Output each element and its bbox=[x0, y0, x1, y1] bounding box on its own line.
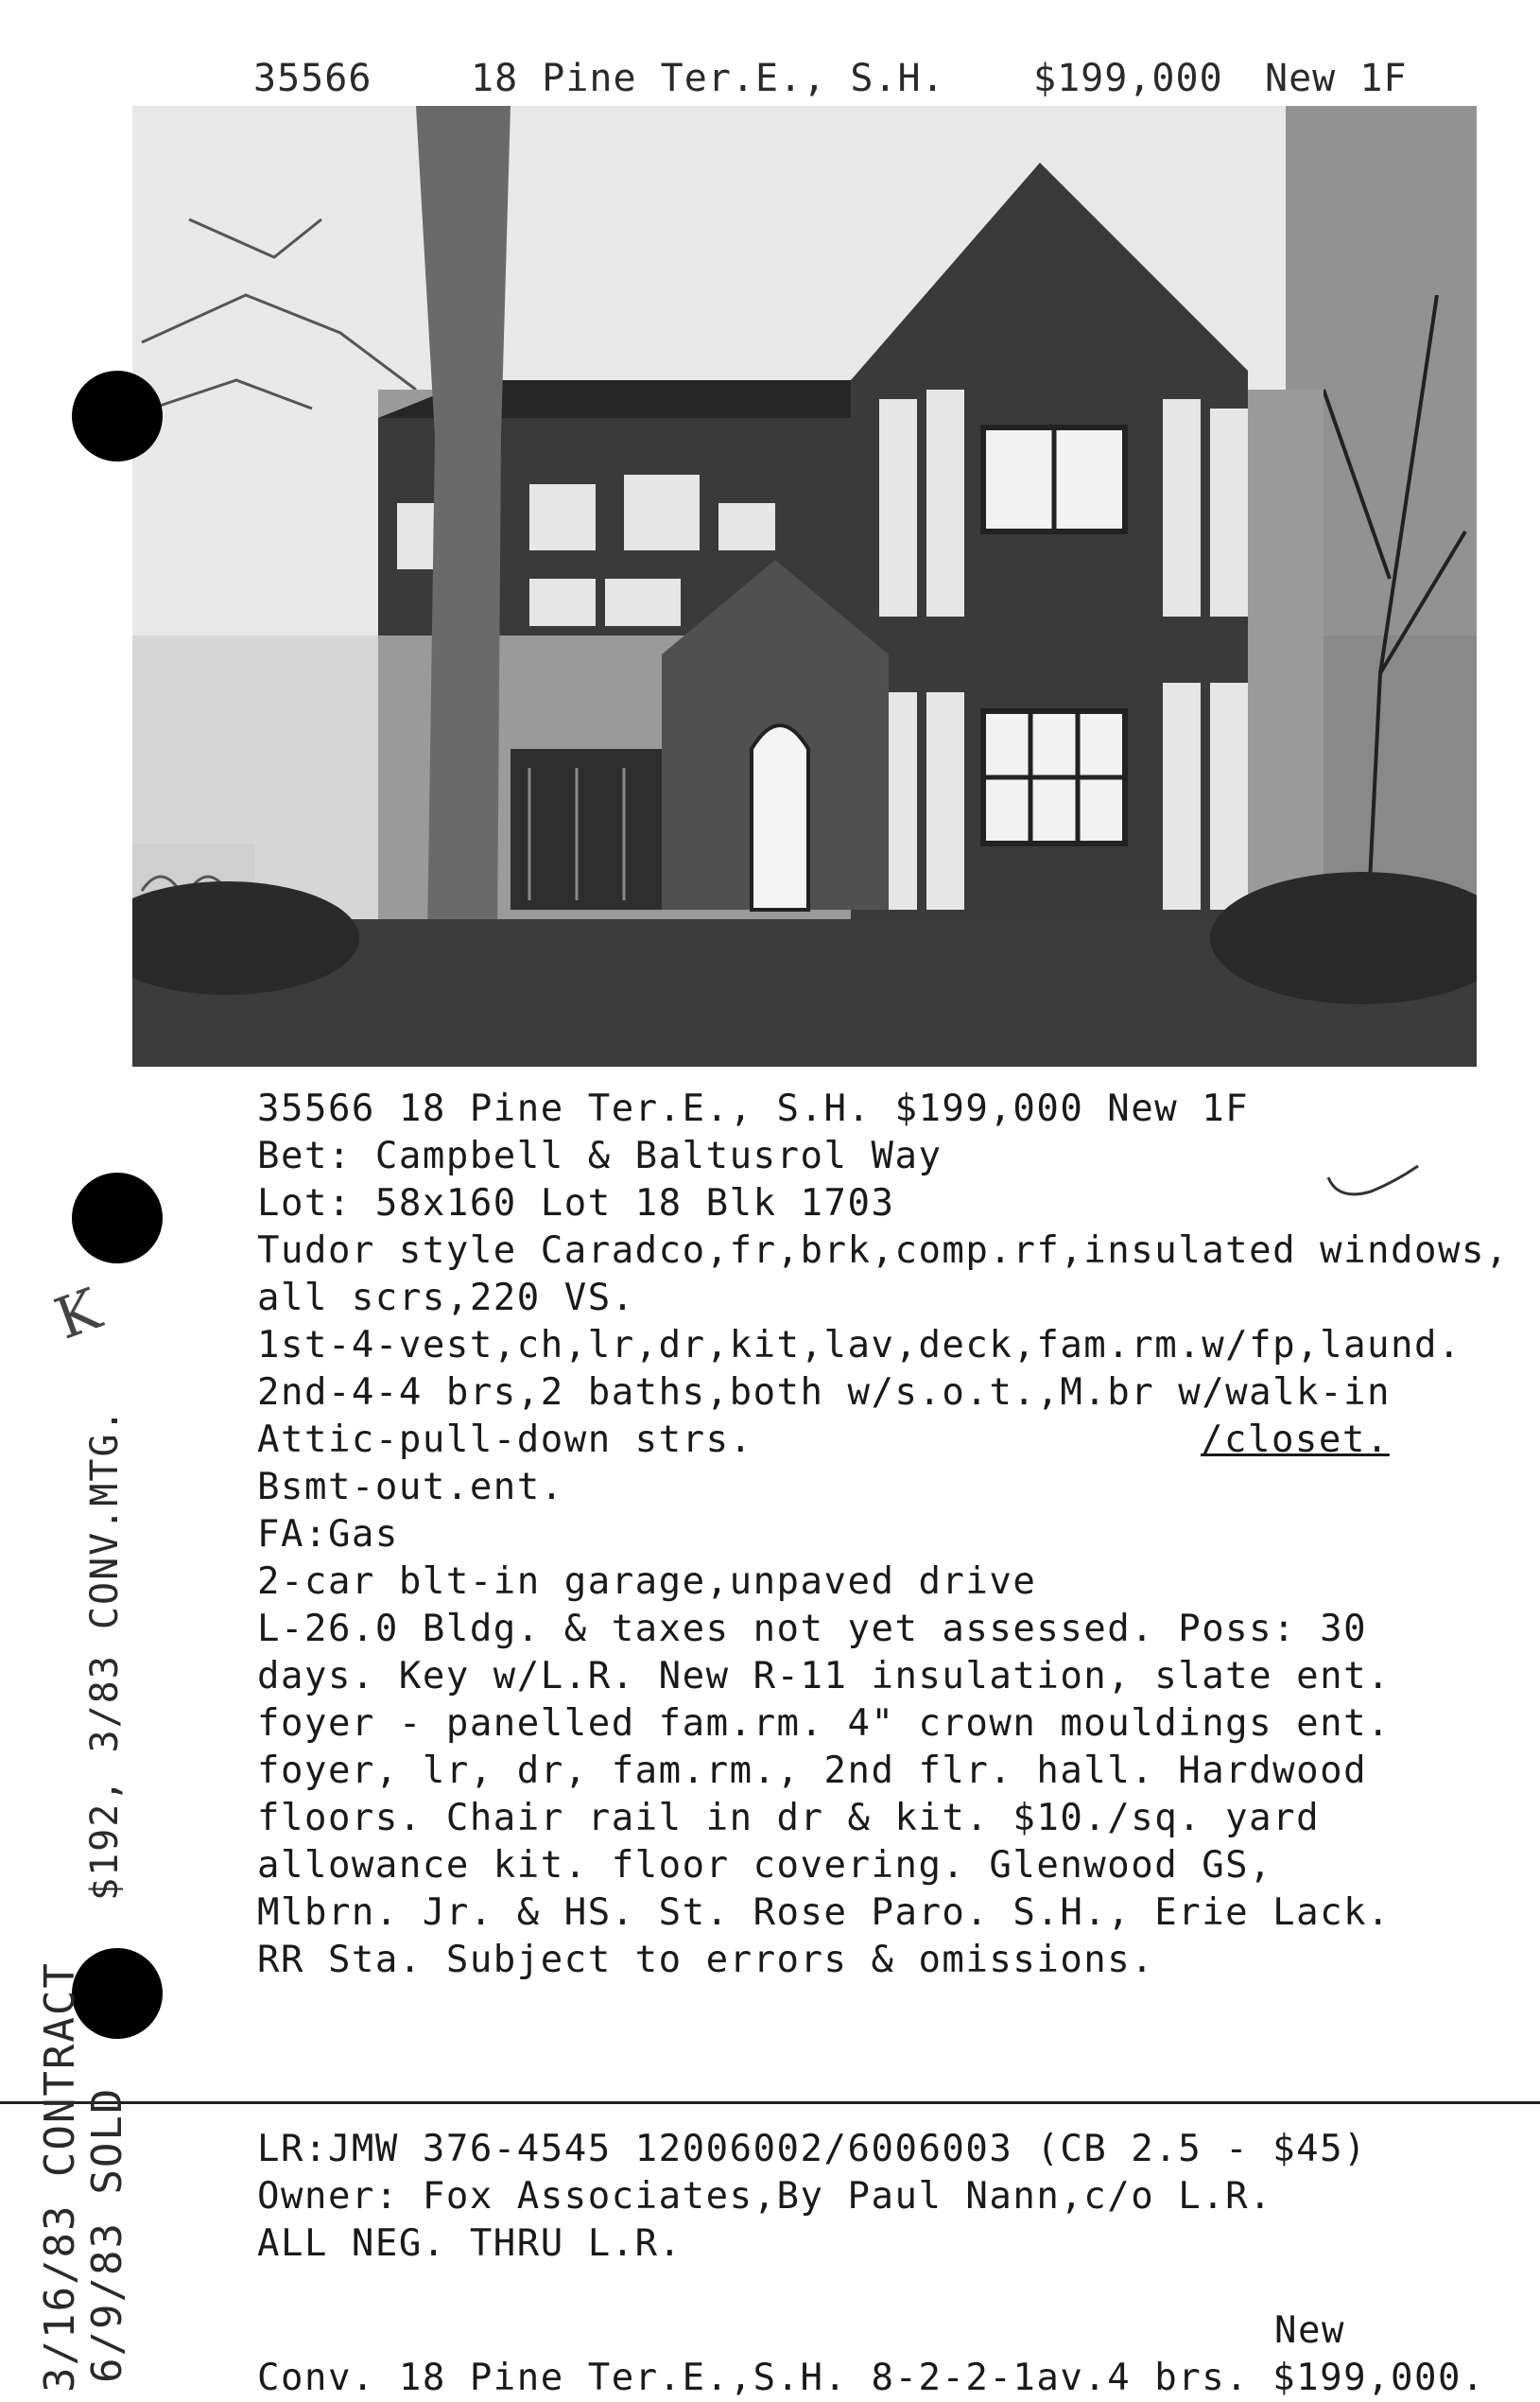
header-price: $199,000 bbox=[1033, 57, 1223, 100]
detail-line: all scrs,220 VS. bbox=[257, 1277, 635, 1319]
footer-line: Conv. 18 Pine Ter.E.,S.H. 8-2-2-1av.4 brs. $199,000. bbox=[257, 2357, 1485, 2399]
header-address: 18 Pine Ter.E., S.H. bbox=[471, 57, 945, 100]
margin-contract-note: 3/16/83 CONTRACT bbox=[36, 1961, 84, 2393]
detail-line: floors. Chair rail in dr & kit. $10./sq. yard bbox=[257, 1797, 1321, 1839]
detail-line: Mlbrn. Jr. & HS. St. Rose Paro. S.H., Erie Lack. bbox=[257, 1891, 1392, 1934]
detail-line: allowance kit. floor covering. Glenwood GS, bbox=[257, 1844, 1273, 1887]
punch-hole bbox=[72, 371, 163, 461]
margin-sold-note: 6/9/83 SOLD bbox=[83, 2086, 131, 2383]
detail-line: FA:Gas bbox=[257, 1513, 399, 1556]
footer-new-label: New bbox=[1274, 2309, 1345, 2352]
detail-line: Tudor style Caradco,fr,brk,comp.rf,insulated windows, bbox=[257, 1229, 1509, 1272]
detail-line: days. Key w/L.R. New R-11 insulation, slate ent. bbox=[257, 1655, 1392, 1697]
detail-line: Lot: 58x160 Lot 18 Blk 1703 bbox=[257, 1182, 895, 1225]
header-listing-no: 35566 bbox=[253, 57, 372, 100]
detail-line: 2-car blt-in garage,unpaved drive bbox=[257, 1560, 1037, 1603]
detail-line: 2nd-4-4 brs,2 baths,both w/s.o.t.,M.br w/walk-in bbox=[257, 1371, 1392, 1414]
closet-note: /closet. bbox=[1201, 1419, 1390, 1461]
detail-line: foyer - panelled fam.rm. 4" crown mouldings ent. bbox=[257, 1702, 1392, 1745]
detail-line: Bet: Campbell & Baltusrol Way bbox=[257, 1135, 943, 1177]
detail-line: RR Sta. Subject to errors & omissions. bbox=[257, 1939, 1155, 1981]
detail-line: 35566 18 Pine Ter.E., S.H. $199,000 New 1F bbox=[257, 1088, 1250, 1130]
broker-line: ALL NEG. THRU L.R. bbox=[257, 2222, 683, 2265]
detail-line: 1st-4-vest,ch,lr,dr,kit,lav,deck,fam.rm.w/fp,laund. bbox=[257, 1324, 1462, 1366]
detail-line: Bsmt-out.ent. bbox=[257, 1466, 564, 1508]
punch-hole bbox=[72, 1948, 163, 2039]
detail-line: L-26.0 Bldg. & taxes not yet assessed. Poss: 30 bbox=[257, 1608, 1368, 1650]
margin-initial: K bbox=[46, 1276, 110, 1353]
broker-line: LR:JMW 376-4545 12006002/6006003 (CB 2.5 - $45) bbox=[257, 2128, 1368, 2170]
divider-rule bbox=[0, 2101, 1540, 2104]
house-photo bbox=[132, 106, 1477, 1067]
detail-line: Attic-pull-down strs. bbox=[257, 1419, 753, 1461]
check-mark-icon bbox=[1319, 1158, 1423, 1206]
broker-line: Owner: Fox Associates,By Paul Nann,c/o L.R. bbox=[257, 2175, 1273, 2218]
margin-sale-note: $192, 3/83 CONV.MTG. bbox=[83, 1407, 127, 1901]
punch-hole bbox=[72, 1173, 163, 1263]
header-status: New 1F bbox=[1265, 57, 1408, 100]
detail-line: foyer, lr, dr, fam.rm., 2nd flr. hall. Hardwood bbox=[257, 1749, 1368, 1792]
